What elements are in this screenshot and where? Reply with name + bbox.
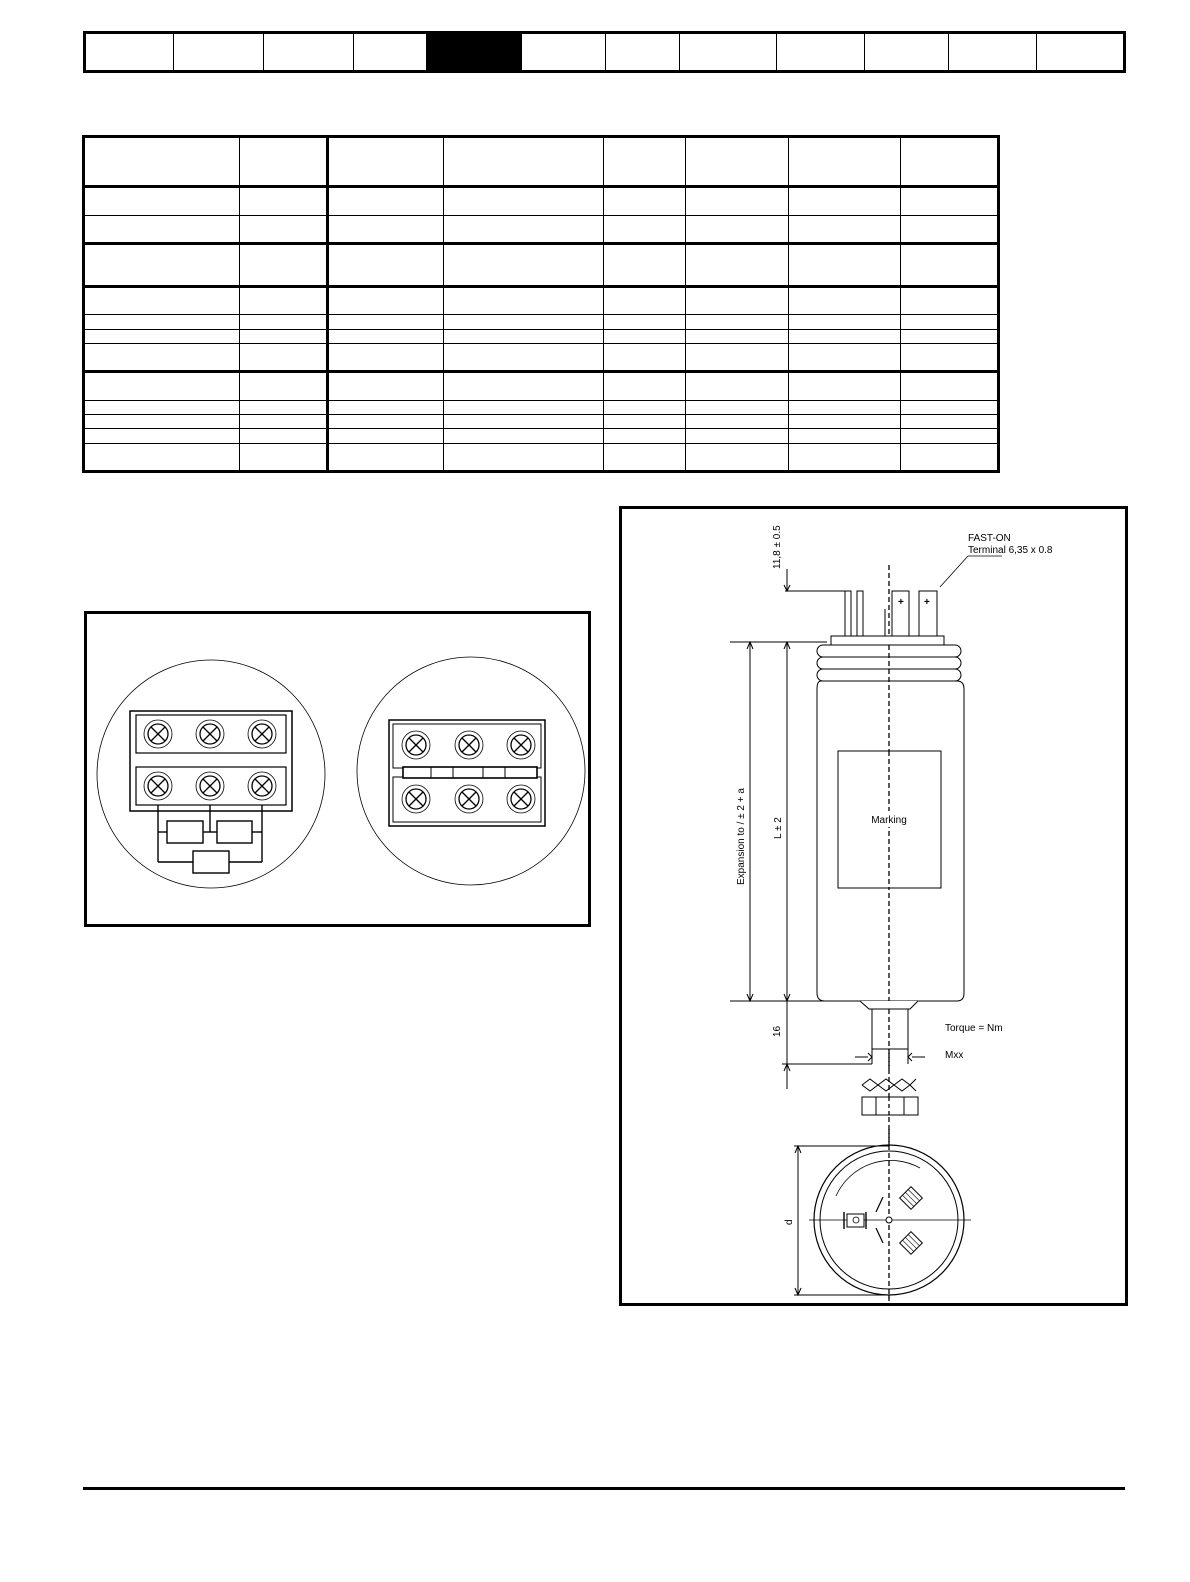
delta-connection-figure [97,660,325,888]
terminal-screw-icon [455,731,483,759]
connection-diagram [87,614,594,930]
terminal-screw-icon [248,772,276,800]
terminal-screw-icon [402,731,430,759]
mounting-stud [872,1009,908,1049]
table-header-row [84,137,999,187]
terminal-screw-icon [196,720,224,748]
bridge-link [403,767,537,778]
table-row [84,372,999,401]
resistor-symbol [167,821,203,843]
table-row [84,329,999,343]
stud-length-dimension: 16 [772,1025,783,1037]
table-row [84,286,999,315]
section-tab[interactable] [264,34,354,70]
section-tab[interactable] [777,34,865,70]
header-cell [328,137,444,187]
table-row [84,429,999,443]
table-row [84,343,999,372]
bridged-connection-figure [357,657,585,885]
connection-diagram-panel [84,611,591,927]
terminal-screw-icon [402,785,430,813]
resistor-network [158,805,262,873]
nut-icon [862,1097,918,1115]
terminal-screw-icon [455,785,483,813]
section-tab-active[interactable] [427,34,522,70]
header-cell [789,137,901,187]
header-cell [84,137,240,187]
terminal-screw-icon [196,772,224,800]
terminal-screw-icon [248,720,276,748]
fast-on-label: FAST-ON [968,533,1011,544]
length-dimension: L ± 2 [773,817,784,839]
section-tab[interactable] [949,34,1037,70]
vent-valve-icon [844,1212,866,1229]
torque-label: Torque = Nm [945,1023,1003,1034]
header-cell [686,137,789,187]
section-tab[interactable] [174,34,264,70]
bottom-view [809,1129,971,1301]
section-tab-strip [83,31,1126,73]
capacitor-dimension-drawing [622,509,1131,1309]
section-tab[interactable] [86,34,174,70]
terminal-height-dimension: 11,8 ± 0.5 [772,525,783,569]
diameter-dimension: d [784,1219,795,1225]
resistor-symbol [217,821,252,843]
table-row [84,400,999,414]
section-tab[interactable] [354,34,427,70]
table-row [84,215,999,244]
section-tab[interactable] [865,34,949,70]
header-cell [901,137,999,187]
section-tab[interactable] [1037,34,1123,70]
terminal-size-label: Terminal 6,35 x 0.8 [968,545,1053,556]
resistor-symbol [193,851,229,873]
terminal-screw-icon [144,772,172,800]
terminal-screw-icon [507,731,535,759]
header-cell [604,137,686,187]
table-row [84,315,999,329]
capacitor-drawing-panel [619,506,1128,1306]
header-cell [240,137,328,187]
plus-symbol: + [898,597,904,608]
footer-rule [83,1487,1125,1490]
header-cell [444,137,604,187]
marking-label: Marking [871,815,907,826]
table-row [84,187,999,216]
terminal-screw-icon [507,785,535,813]
thread-label: Mxx [945,1050,964,1061]
specification-table [82,135,1000,473]
table-row [84,244,999,287]
section-tab[interactable] [522,34,606,70]
section-tab[interactable] [606,34,680,70]
plus-symbol: + [924,597,930,608]
expansion-dimension: Expansion to / ± 2 + a [736,788,747,885]
terminal-screw-icon [144,720,172,748]
table-row [84,443,999,472]
table-row [84,415,999,429]
section-tab[interactable] [680,34,777,70]
